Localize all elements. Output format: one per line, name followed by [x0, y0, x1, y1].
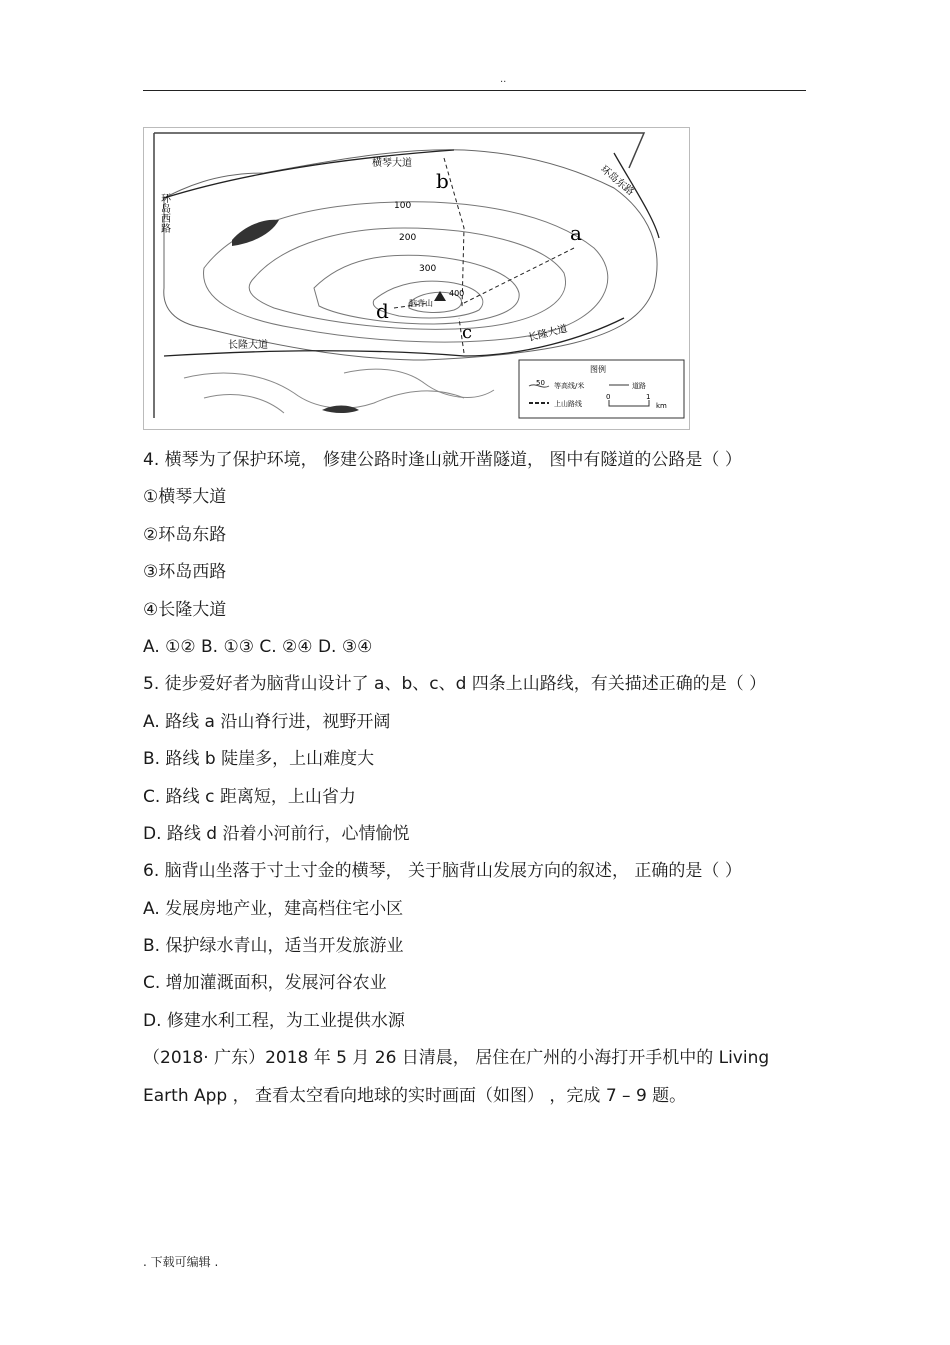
legend-scale-one: 1 — [646, 393, 651, 401]
question-6-choice-c: C. 增加灌溉面积，发展河谷农业 — [143, 973, 387, 994]
map-svg — [144, 128, 691, 431]
contour-label-300: 300 — [419, 264, 437, 274]
header-rule — [143, 90, 806, 91]
topographic-map — [143, 127, 690, 430]
contour-line — [249, 228, 565, 329]
legend-scale-zero: 0 — [606, 393, 611, 401]
question-6-choice-a: A. 发展房地产业，建高档住宅小区 — [143, 898, 404, 919]
question-4-option-2: ②环岛东路 — [143, 524, 227, 545]
question-5-choice-c: C. 路线 c 距离短，上山省力 — [143, 786, 356, 807]
route-label-a: a — [570, 221, 582, 245]
question-5-choice-d: D. 路线 d 沿着小河前行，心情愉悦 — [143, 823, 410, 844]
legend-road-label: 道路 — [632, 382, 646, 390]
contour-line — [204, 394, 284, 413]
question-6-choice-d: D. 修建水利工程，为工业提供水源 — [143, 1010, 405, 1031]
passage-intro-line-2: Earth App ， 查看太空看向地球的实时画面（如图） ，完成 7 – 9 题。 — [143, 1085, 687, 1106]
label-changlong-west: 长隆大道 — [228, 340, 268, 351]
route-label-b: b — [436, 169, 449, 193]
label-east-ring-road: 环岛东路 — [598, 163, 636, 199]
question-4-option-4: ④长隆大道 — [143, 599, 227, 620]
summit-label: 脑背山 — [409, 299, 433, 308]
question-5-choice-a: A. 路线 a 沿山脊行进，视野开阔 — [143, 711, 391, 732]
legend-contour-value: 50 — [536, 379, 545, 387]
question-block — [143, 447, 823, 1120]
question-6-stem: 6. 脑背山坐落于寸土寸金的横琴， 关于脑背山发展方向的叙述， 正确的是（ ） — [143, 861, 742, 882]
question-4-choices: A. ①② B. ①③ C. ②④ D. ③④ — [143, 636, 373, 657]
question-6-choice-b: B. 保护绿水青山，适当开发旅游业 — [143, 936, 404, 957]
passage-intro-line-1: （2018· 广东）2018 年 5 月 26 日清晨， 居住在广州的小海打开手机中的 Living — [143, 1048, 770, 1069]
contour-line — [184, 373, 464, 408]
question-4-stem: 4. 横琴为了保护环境， 修建公路时逢山就开凿隧道， 图中有隧道的公路是（ ） — [143, 450, 742, 470]
route-label-d: d — [376, 299, 389, 323]
label-west-ring-road: 环岛西路 — [158, 193, 170, 233]
contour-label-100: 100 — [394, 201, 412, 211]
legend-title: 图例 — [590, 365, 606, 374]
question-4-option-1: ①横琴大道 — [143, 487, 227, 508]
header-mark: .. — [500, 74, 507, 85]
reservoir-icon — [232, 220, 279, 246]
question-4-option-3: ③环岛西路 — [143, 562, 227, 583]
route-label-c: c — [462, 322, 473, 343]
label-changlong-east: 长隆大道 — [527, 323, 569, 344]
contour-label-200: 200 — [399, 233, 417, 243]
contour-line — [314, 255, 519, 324]
label-hengqin-avenue: 横琴大道 — [372, 158, 412, 169]
contour-label-400: 400 — [449, 289, 465, 298]
legend-scale-unit: km — [656, 402, 667, 410]
question-5-choice-b: B. 路线 b 陡崖多，上山难度大 — [143, 749, 375, 770]
contour-line — [344, 369, 494, 397]
legend-contour-label: 等高线/米 — [554, 382, 585, 390]
question-5-stem: 5. 徒步爱好者为脑背山设计了 a、b、c、d 四条上山路线，有关描述正确的是（ ） — [143, 674, 767, 695]
road-east-ring — [614, 153, 659, 238]
legend-route-label: 上山路线 — [554, 400, 582, 408]
footer-note: . 下载可编辑 . — [143, 1255, 219, 1269]
